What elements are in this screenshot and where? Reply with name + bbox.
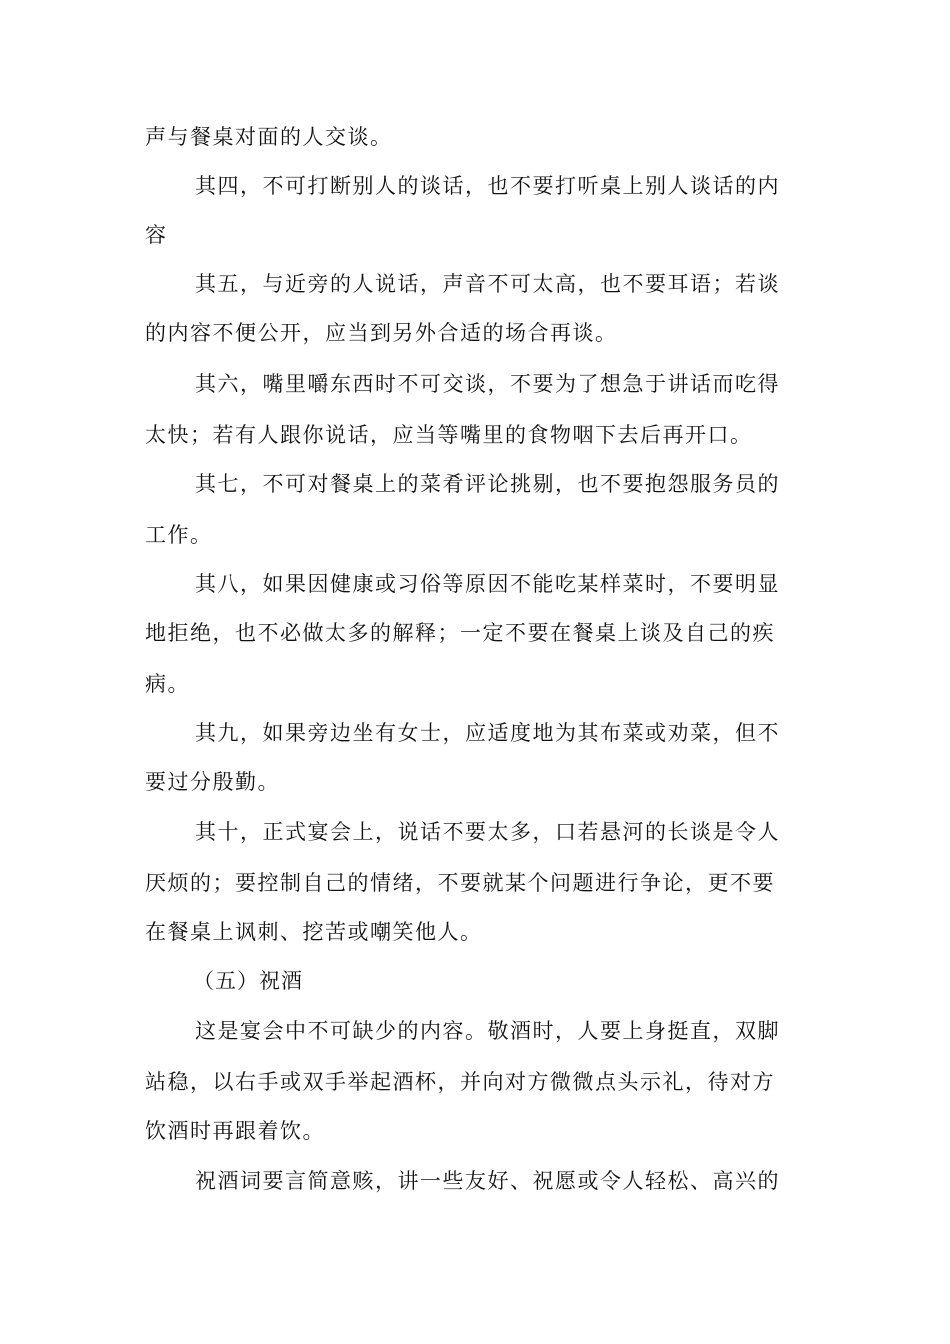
text-line: 饮酒时再跟着饮。 — [145, 1119, 325, 1143]
text-line: 在餐桌上讽刺、挖苦或嘲笑他人。 — [145, 920, 483, 944]
text-line: 容 — [145, 223, 168, 247]
text-line: 的内容不便公开，应当到另外合适的场合再谈。 — [145, 321, 618, 345]
paragraph-item-8: 其八，如果因健康或习俗等原因不能吃某样菜时，不要明显 — [195, 572, 780, 596]
paragraph-item-9: 其九，如果旁边坐有女士，应适度地为其布菜或劝菜，但不 — [195, 721, 780, 745]
text-line: 病。 — [145, 672, 190, 696]
paragraph-start: 祝酒词要言简意赅，讲一些友好、祝愿或令人轻松、高兴的 — [195, 1169, 780, 1193]
text-line: 地拒绝，也不必做太多的解释；一定不要在餐桌上谈及自己的疾 — [145, 621, 775, 645]
text-line: 工作。 — [145, 523, 213, 547]
text-line: 站稳，以右手或双手举起酒杯，并向对方微微点头示礼，待对方 — [145, 1070, 775, 1094]
paragraph-item-4: 其四，不可打断别人的谈话，也不要打听桌上别人谈话的内 — [195, 174, 780, 198]
paragraph-item-7: 其七，不可对餐桌上的菜肴评论挑剔，也不要抱怨服务员的 — [195, 472, 780, 496]
paragraph-item-10: 其十，正式宴会上，说话不要太多，口若悬河的长谈是令人 — [195, 820, 780, 844]
text-line: 声与餐桌对面的人交谈。 — [145, 125, 393, 149]
text-line: 要过分殷勤。 — [145, 770, 280, 794]
text-line: 厌烦的；要控制自己的情绪，不要就某个问题进行争论，更不要 — [145, 871, 775, 895]
paragraph-start: 这是宴会中不可缺少的内容。敬酒时，人要上身挺直，双脚 — [195, 1019, 780, 1043]
section-heading: （五）祝酒 — [193, 969, 303, 993]
paragraph-item-5: 其五，与近旁的人说话，声音不可太高，也不要耳语；若谈 — [195, 272, 780, 296]
text-line: 太快；若有人跟你说话，应当等嘴里的食物咽下去后再开口。 — [145, 423, 753, 447]
paragraph-item-6: 其六，嘴里嚼东西时不可交谈，不要为了想急于讲话而吃得 — [195, 372, 780, 396]
